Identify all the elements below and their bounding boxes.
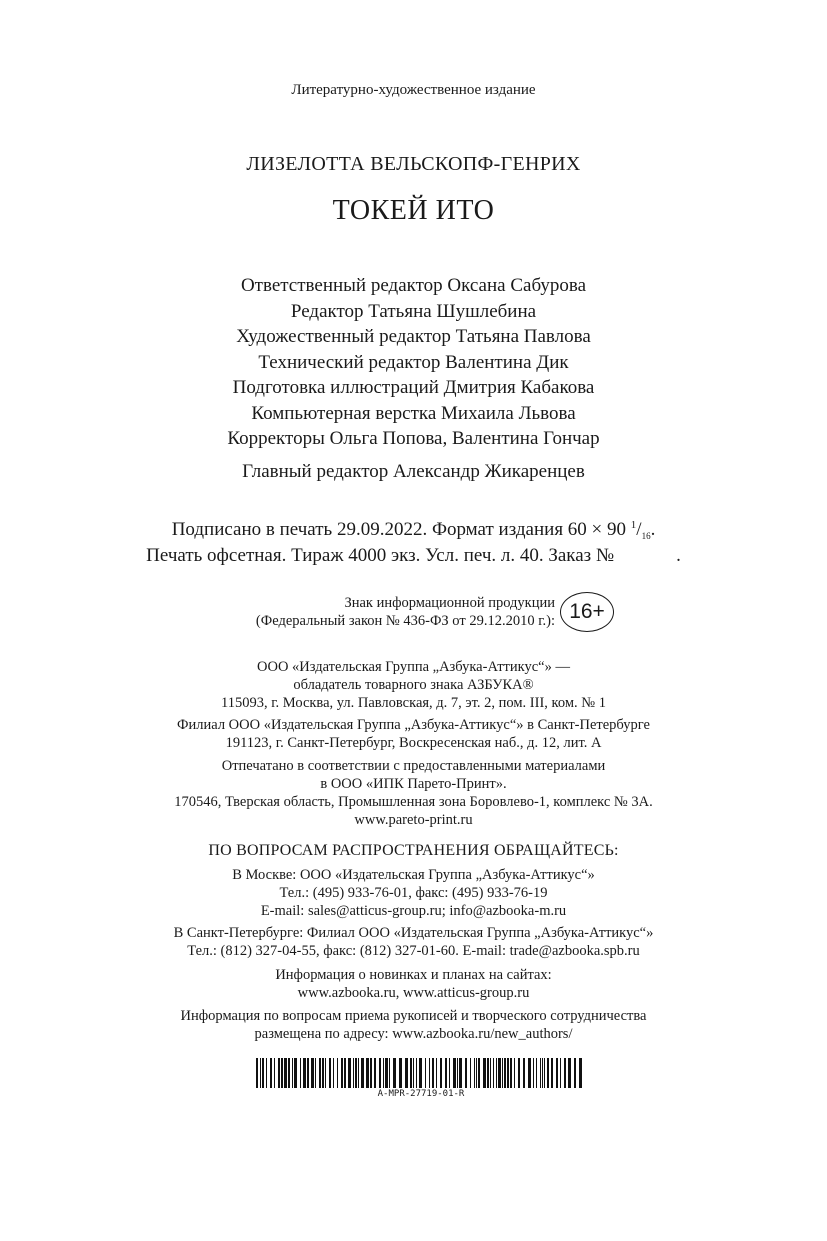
authors-info	[0, 1007, 827, 1043]
distribution-heading: ПО ВОПРОСАМ РАСПРОСТРАНЕНИЯ ОБРАЩАЙТЕСЬ:	[208, 842, 619, 859]
chief-editor: Главный редактор Александр Жикаренцев	[242, 461, 585, 482]
barcode-number: A-MPR-27719-01-R	[377, 1089, 465, 1099]
print-info-text-2: Печать офсетная. Тираж 4000 экз. Усл. печ. л. 40. Заказ №	[146, 545, 615, 566]
printer-line: в ООО «ИПК Парето-Принт».	[320, 776, 507, 792]
print-info-line-1: Подписано в печать 29.09.2022. Формат издания 60 × 90 $^1/_{16}$.	[171, 519, 656, 541]
publisher-info	[0, 658, 827, 712]
sites-info	[0, 966, 827, 1002]
printer-info	[0, 757, 827, 829]
sites-urls: www.azbooka.ru, www.atticus-group.ru	[297, 985, 530, 1001]
age-rating-law: (Федеральный закон № 436-ФЗ от 29.12.2010 г.):	[255, 613, 555, 629]
print-info	[0, 518, 827, 568]
barcode-icon	[256, 1058, 586, 1088]
format-denominator: 16	[641, 531, 651, 541]
print-info-text: Подписано в печать 29.09.2022. Формат издания 60 × 90	[171, 519, 631, 540]
publisher-address: 115093, г. Москва, ул. Павловская, д. 7, эт. 2, пом. III, ком. № 1	[221, 695, 606, 711]
spb-phone: Тел.: (812) 327-04-55, факс: (812) 327-01-60. E-mail: trade@azbooka.spb.ru	[187, 943, 640, 959]
moscow-phone: Тел.: (495) 933-76-01, факс: (495) 933-76-19	[279, 885, 548, 901]
print-info-period: .	[650, 519, 656, 540]
age-rating-badge: 16+	[560, 592, 614, 632]
credit-line: Редактор Татьяна Шушлебина	[290, 300, 537, 322]
credits-list	[0, 273, 827, 452]
author-name: ЛИЗЕЛОТТА ВЕЛЬСКОПФ-ГЕНРИХ	[246, 153, 581, 175]
publisher-line: обладатель товарного знака АЗБУКА®	[293, 677, 534, 693]
spb-line: В Санкт-Петербурге: Филиал ООО «Издательская Группа „Азбука-Аттикус“»	[173, 925, 654, 941]
branch-info	[0, 716, 827, 752]
branch-line: Филиал ООО «Издательская Группа „Азбука-Аттикус“» в Санкт-Петербурге	[177, 717, 650, 733]
print-info-line-2	[0, 544, 827, 568]
moscow-email: E-mail: sales@atticus-group.ru; info@azbooka-m.ru	[260, 903, 567, 919]
moscow-line: В Москве: ООО «Издательская Группа „Азбука-Аттикус“»	[232, 867, 595, 883]
publisher-line: ООО «Издательская Группа „Азбука-Аттикус“» —	[257, 659, 570, 675]
printer-line: Отпечатано в соответствии с предоставленными материалами	[221, 758, 606, 774]
age-rating-line: Знак информационной продукции	[344, 595, 555, 611]
sites-line: Информация о новинках и планах на сайтах:	[275, 967, 552, 983]
authors-line: Информация по вопросам приема рукописей и творческого сотрудничества	[180, 1008, 647, 1024]
credit-line: Подготовка иллюстраций Дмитрия Кабакова	[232, 377, 595, 398]
age-rating-block	[0, 592, 827, 642]
moscow-contacts	[0, 866, 827, 920]
credit-line: Ответственный редактор Оксана Сабурова	[240, 275, 587, 296]
printer-website: www.pareto-print.ru	[354, 812, 473, 828]
genre-label: Литературно-художественное издание	[291, 82, 536, 98]
printer-address: 170546, Тверская область, Промышленная зона Боровлево-1, комплекс № 3А.	[174, 794, 653, 810]
credit-line: Компьютерная верстка Михаила Львова	[251, 402, 576, 424]
print-info-period-2: .	[676, 545, 681, 566]
branch-address: 191123, г. Санкт-Петербург, Воскресенская наб., д. 12, лит. А	[225, 735, 602, 751]
book-title: ТОКЕЙ ИТО	[332, 195, 495, 226]
authors-url: размещена по адресу: www.azbooka.ru/new_authors/	[254, 1026, 573, 1042]
format-numerator: 1	[630, 519, 637, 531]
credit-line: Художественный редактор Татьяна Павлова	[236, 326, 591, 347]
spb-contacts	[0, 924, 827, 960]
credit-line: Технический редактор Валентина Дик	[258, 351, 569, 373]
credit-line: Корректоры Ольга Попова, Валентина Гончар	[227, 428, 600, 449]
age-rating-text	[200, 594, 555, 630]
